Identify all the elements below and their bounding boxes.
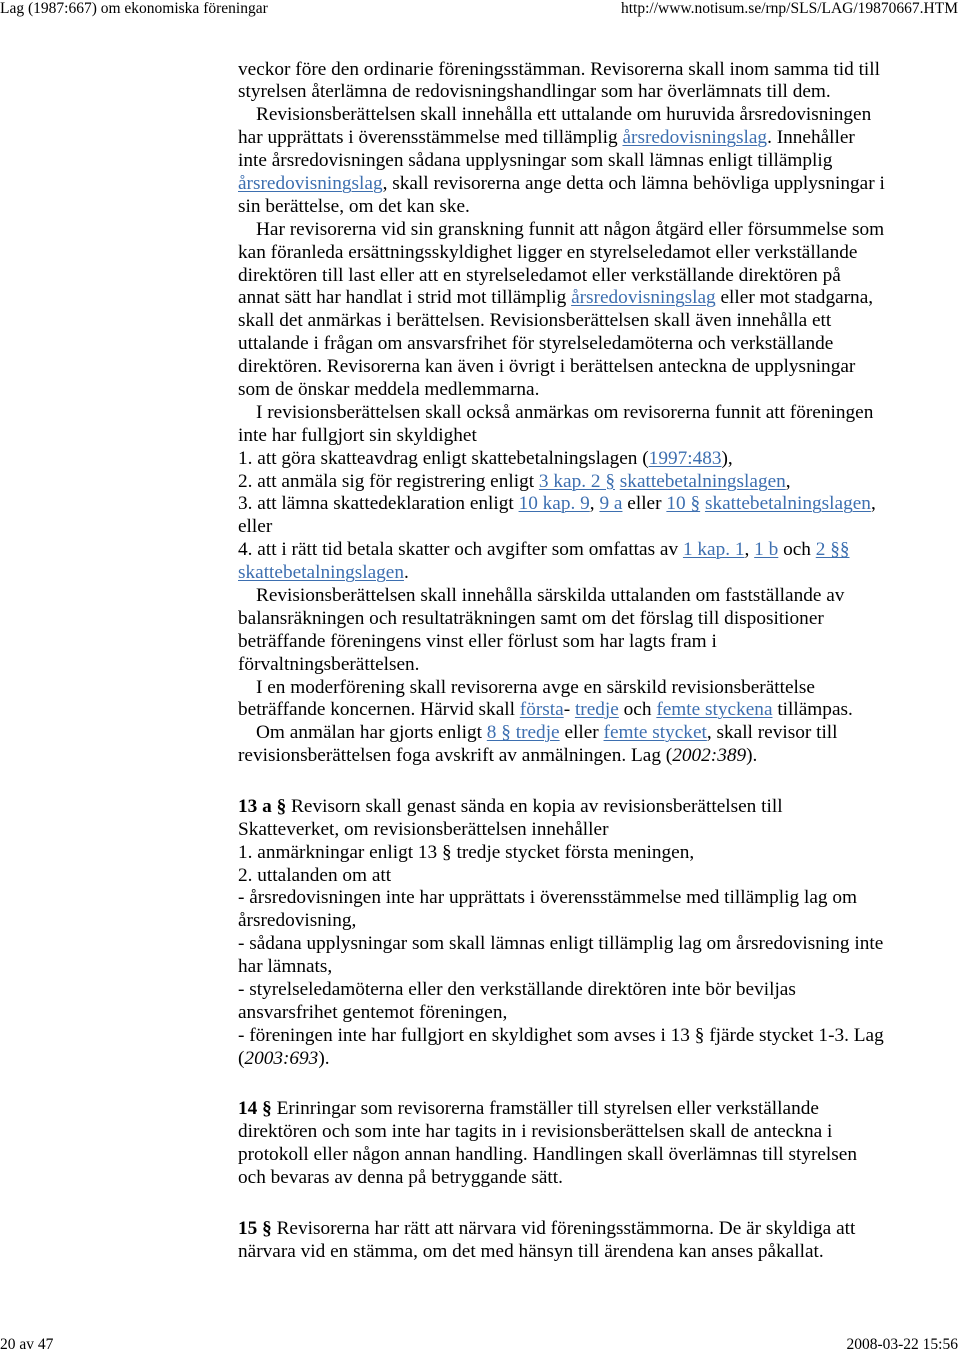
text-run: inte årsredovisningen sådana upplysningar som skall lämnas enligt tillämplig	[238, 150, 833, 172]
print-header	[0, 0, 958, 17]
text-line	[238, 59, 938, 82]
text-line	[238, 127, 938, 150]
law-reference-link[interactable]: 9 a	[599, 493, 623, 515]
text-line	[238, 562, 938, 585]
text-run: tillämpas.	[772, 699, 853, 721]
text-line	[238, 745, 938, 768]
text-run: 4. att i rätt tid betala skatter och avgifter som omfattas av	[238, 539, 683, 561]
text-line	[238, 333, 938, 356]
text-line	[238, 402, 938, 425]
text-run: , skall revisor till	[706, 722, 838, 744]
text-line	[238, 425, 938, 448]
text-line	[238, 379, 938, 402]
text-line	[238, 677, 938, 700]
law-section	[238, 1218, 938, 1264]
text-run: veckor före den ordinarie föreningsstämman. Revisorerna skall inom samma tid till	[238, 58, 880, 80]
text-line	[238, 796, 938, 819]
text-run: Har revisorerna vid sin granskning funnit att någon åtgärd eller försummelse som	[256, 218, 885, 240]
law-section	[238, 59, 938, 769]
text-run: har upprättats i överensstämmelse med tillämplig	[238, 127, 623, 149]
text-line	[238, 910, 938, 933]
law-reference-link[interactable]: tredje	[574, 699, 619, 721]
text-run: inte har fullgjort sin skyldighet	[238, 424, 477, 446]
text-line	[238, 1241, 938, 1264]
law-reference-link[interactable]: femte stycket	[603, 722, 707, 744]
sfs-citation: 2002:389	[672, 745, 747, 767]
law-reference-link[interactable]: skattebetalningslagen	[704, 493, 871, 515]
text-line	[238, 585, 938, 608]
law-reference-link[interactable]: 2 §§	[815, 539, 850, 561]
text-run: beträffande koncernen. Härvid skall	[238, 699, 520, 721]
section-number: 14 §	[238, 1098, 272, 1120]
law-text-body	[238, 59, 938, 1264]
text-line	[238, 842, 938, 865]
text-run: balansräkningen och resultaträkningen samt om det förslag till dispositioner	[238, 607, 824, 629]
text-run: 1. att göra skatteavdrag enligt skattebetalningslagen (	[238, 447, 649, 469]
text-line	[238, 1167, 938, 1190]
text-line	[238, 1218, 938, 1241]
text-line	[238, 196, 938, 219]
text-run: 3. att lämna skattedeklaration enligt	[238, 493, 519, 515]
text-line	[238, 471, 938, 494]
text-line	[238, 516, 938, 539]
paragraph	[238, 722, 938, 768]
text-line	[238, 1048, 938, 1071]
text-run: eller	[559, 722, 604, 744]
law-reference-link[interactable]: 1 b	[754, 539, 779, 561]
text-line	[238, 1025, 938, 1048]
text-line	[238, 979, 938, 1002]
text-run: har lämnats,	[238, 956, 333, 978]
law-section	[238, 796, 938, 1071]
text-line	[238, 654, 938, 677]
text-run: ansvarsfrihet gentemot föreningen,	[238, 1001, 508, 1023]
text-run: och	[778, 539, 816, 561]
text-line	[238, 631, 938, 654]
text-run: Skatteverket, om revisionsberättelsen innehåller	[238, 818, 609, 840]
text-run: ,	[785, 470, 791, 492]
text-run: ,	[870, 493, 876, 515]
text-line	[238, 173, 938, 196]
law-reference-link[interactable]: 10 §	[666, 493, 701, 515]
law-reference-link[interactable]: första	[519, 699, 564, 721]
text-run: eller	[238, 516, 273, 538]
text-line	[238, 699, 938, 722]
text-run: ,	[744, 539, 755, 561]
text-run: årsredovisning,	[238, 910, 357, 932]
text-line	[238, 150, 938, 173]
text-line	[238, 356, 938, 379]
paragraph	[238, 59, 938, 105]
text-run: Erinringar som revisorerna framställer till styrelsen eller verkställande	[271, 1098, 819, 1120]
law-reference-link[interactable]: årsredovisningslag	[622, 127, 768, 149]
text-line	[238, 219, 938, 242]
text-line	[238, 933, 938, 956]
document-title: Lag (1987:667) om ekonomiska föreningar	[0, 0, 268, 17]
text-run: eller mot stadgarna,	[715, 287, 874, 309]
text-run: och	[618, 699, 657, 721]
text-run: direktören och som inte har tagits in i revisionsberättelsen skall de anteckna i	[238, 1121, 833, 1143]
text-run: annat sätt har handlat i strid mot tillämplig	[238, 287, 572, 309]
text-run: protokoll eller någon annan handling. Handlingen skall överlämnas till styrelsen	[238, 1144, 857, 1166]
text-line	[238, 722, 938, 745]
text-line	[238, 287, 938, 310]
paragraph	[238, 402, 938, 585]
paragraph	[238, 219, 938, 402]
text-run: Om anmälan har gjorts enligt	[256, 722, 487, 744]
law-reference-link[interactable]: 1997:483	[648, 447, 722, 469]
page-counter: 20 av 47	[0, 1336, 54, 1353]
text-run: Revisionsberättelsen skall innehålla ett uttalande om huruvida årsredovisningen	[256, 104, 872, 126]
text-line	[238, 448, 938, 471]
text-line	[238, 493, 938, 516]
text-line	[238, 539, 938, 562]
text-run: . Innehåller	[767, 127, 855, 149]
text-line	[238, 242, 938, 265]
text-run: - föreningen inte har fullgjort en skyldighet som avses i 13 § fjärde stycket 1-3. Lag	[238, 1024, 884, 1046]
text-run: , skall revisorerna ange detta och lämna behövliga upplysningar i	[382, 172, 885, 194]
text-run: - årsredovisningen inte har upprättats i överensstämmelse med tillämplig lag om	[238, 887, 857, 909]
text-run: - styrelseledamöterna eller den verkställande direktören inte bör beviljas	[238, 979, 796, 1001]
paragraph	[238, 1218, 938, 1264]
print-footer	[0, 1336, 958, 1353]
text-line	[238, 1098, 938, 1121]
text-run: närvara vid en stämma, om det med hänsyn till ärendena kan anses påkallat.	[238, 1240, 824, 1262]
sfs-citation: 2003:693	[244, 1047, 319, 1069]
text-run: och bevaras av denna på betryggande sätt.	[238, 1167, 563, 1189]
law-reference-link[interactable]: 3 kap. 2 §	[538, 470, 615, 492]
law-reference-link[interactable]: årsredovisningslag	[238, 172, 383, 194]
paragraph	[238, 796, 938, 1071]
section-number: 15 §	[238, 1217, 272, 1239]
text-run: 1. anmärkningar enligt 13 § tredje stycket första meningen,	[238, 841, 695, 863]
text-line	[238, 819, 938, 842]
text-run: som de önskar meddela medlemmarna.	[238, 378, 540, 400]
text-run: ).	[746, 745, 758, 767]
text-run: Revisionsberättelsen skall innehålla särskilda uttalanden om fastställande av	[256, 584, 845, 606]
text-run: förvaltningsberättelsen.	[238, 653, 420, 675]
text-run: kan föranleda ersättningsskyldighet ligger en styrelseledamot eller verkställande	[238, 241, 858, 263]
text-line	[238, 1002, 938, 1025]
text-run: I en moderförening skall revisorerna avge en särskild revisionsberättelse	[256, 676, 815, 698]
text-line	[238, 104, 938, 127]
text-line	[238, 865, 938, 888]
law-reference-link[interactable]: 1 kap. 1	[682, 539, 745, 561]
text-run: ,	[589, 493, 600, 515]
paragraph	[238, 104, 938, 218]
text-run: I revisionsberättelsen skall också anmärkas om revisorerna funnit att föreningen	[256, 401, 874, 423]
text-line	[238, 956, 938, 979]
text-run: .	[403, 562, 409, 584]
law-reference-link[interactable]: 10 kap. 9	[518, 493, 590, 515]
text-run: 2. uttalanden om att	[238, 864, 392, 886]
text-run: styrelsen återlämna de redovisningshandlingar som har överlämnats till dem.	[238, 81, 831, 103]
text-run: eller	[622, 493, 667, 515]
paragraph	[238, 585, 938, 677]
text-run: Revisorerna har rätt att närvara vid föreningsstämmorna. De är skyldiga att	[271, 1217, 856, 1239]
text-run: uttalande i frågan om ansvarsfrihet för styrelseledamöterna och verkställande	[238, 333, 834, 355]
paragraph	[238, 1098, 938, 1190]
text-line	[238, 81, 938, 104]
text-line	[238, 608, 938, 631]
text-run: ),	[721, 447, 733, 469]
law-reference-link[interactable]: skattebetalningslagen	[238, 562, 404, 584]
text-run: -	[563, 699, 575, 721]
paragraph	[238, 677, 938, 723]
text-line	[238, 1121, 938, 1144]
text-run: ).	[318, 1047, 330, 1069]
text-run: 2. att anmäla sig för registrering enligt	[238, 470, 539, 492]
text-run: revisionsberättelsen foga avskrift av anmälningen. Lag (	[238, 745, 673, 767]
text-run: (	[238, 1047, 245, 1069]
law-reference-link[interactable]: femte styckena	[656, 699, 773, 721]
text-run: sin berättelse, om det kan ske.	[238, 195, 470, 217]
text-line	[238, 1144, 938, 1167]
text-line	[238, 265, 938, 288]
law-section	[238, 1098, 938, 1190]
text-run: beträffande föreningens vinst eller förlust som har lagts fram i	[238, 630, 717, 652]
text-run: skall det anmärkas i berättelsen. Revisionsberättelsen skall även innehålla ett	[238, 310, 832, 332]
section-number: 13 a §	[238, 795, 287, 817]
print-timestamp: 2008-03-22 15:56	[846, 1336, 958, 1353]
text-line	[238, 887, 938, 910]
law-reference-link[interactable]: årsredovisningslag	[571, 287, 716, 309]
text-run: - sådana upplysningar som skall lämnas enligt tillämplig lag om årsredovisning inte	[238, 933, 884, 955]
text-run: direktören till last eller att en styrelseledamot eller verkställande direktören på	[238, 264, 841, 286]
text-run: Revisorn skall genast sända en kopia av revisionsberättelsen till	[286, 795, 783, 817]
law-reference-link[interactable]: 8 § tredje	[486, 722, 560, 744]
text-line	[238, 310, 938, 333]
law-reference-link[interactable]: skattebetalningslagen	[619, 470, 786, 492]
text-run: direktören. Revisorerna kan även i övrigt i berättelsen anteckna de upplysningar	[238, 356, 856, 378]
page-url: http://www.notisum.se/rnp/SLS/LAG/19870667.HTM	[621, 0, 958, 17]
